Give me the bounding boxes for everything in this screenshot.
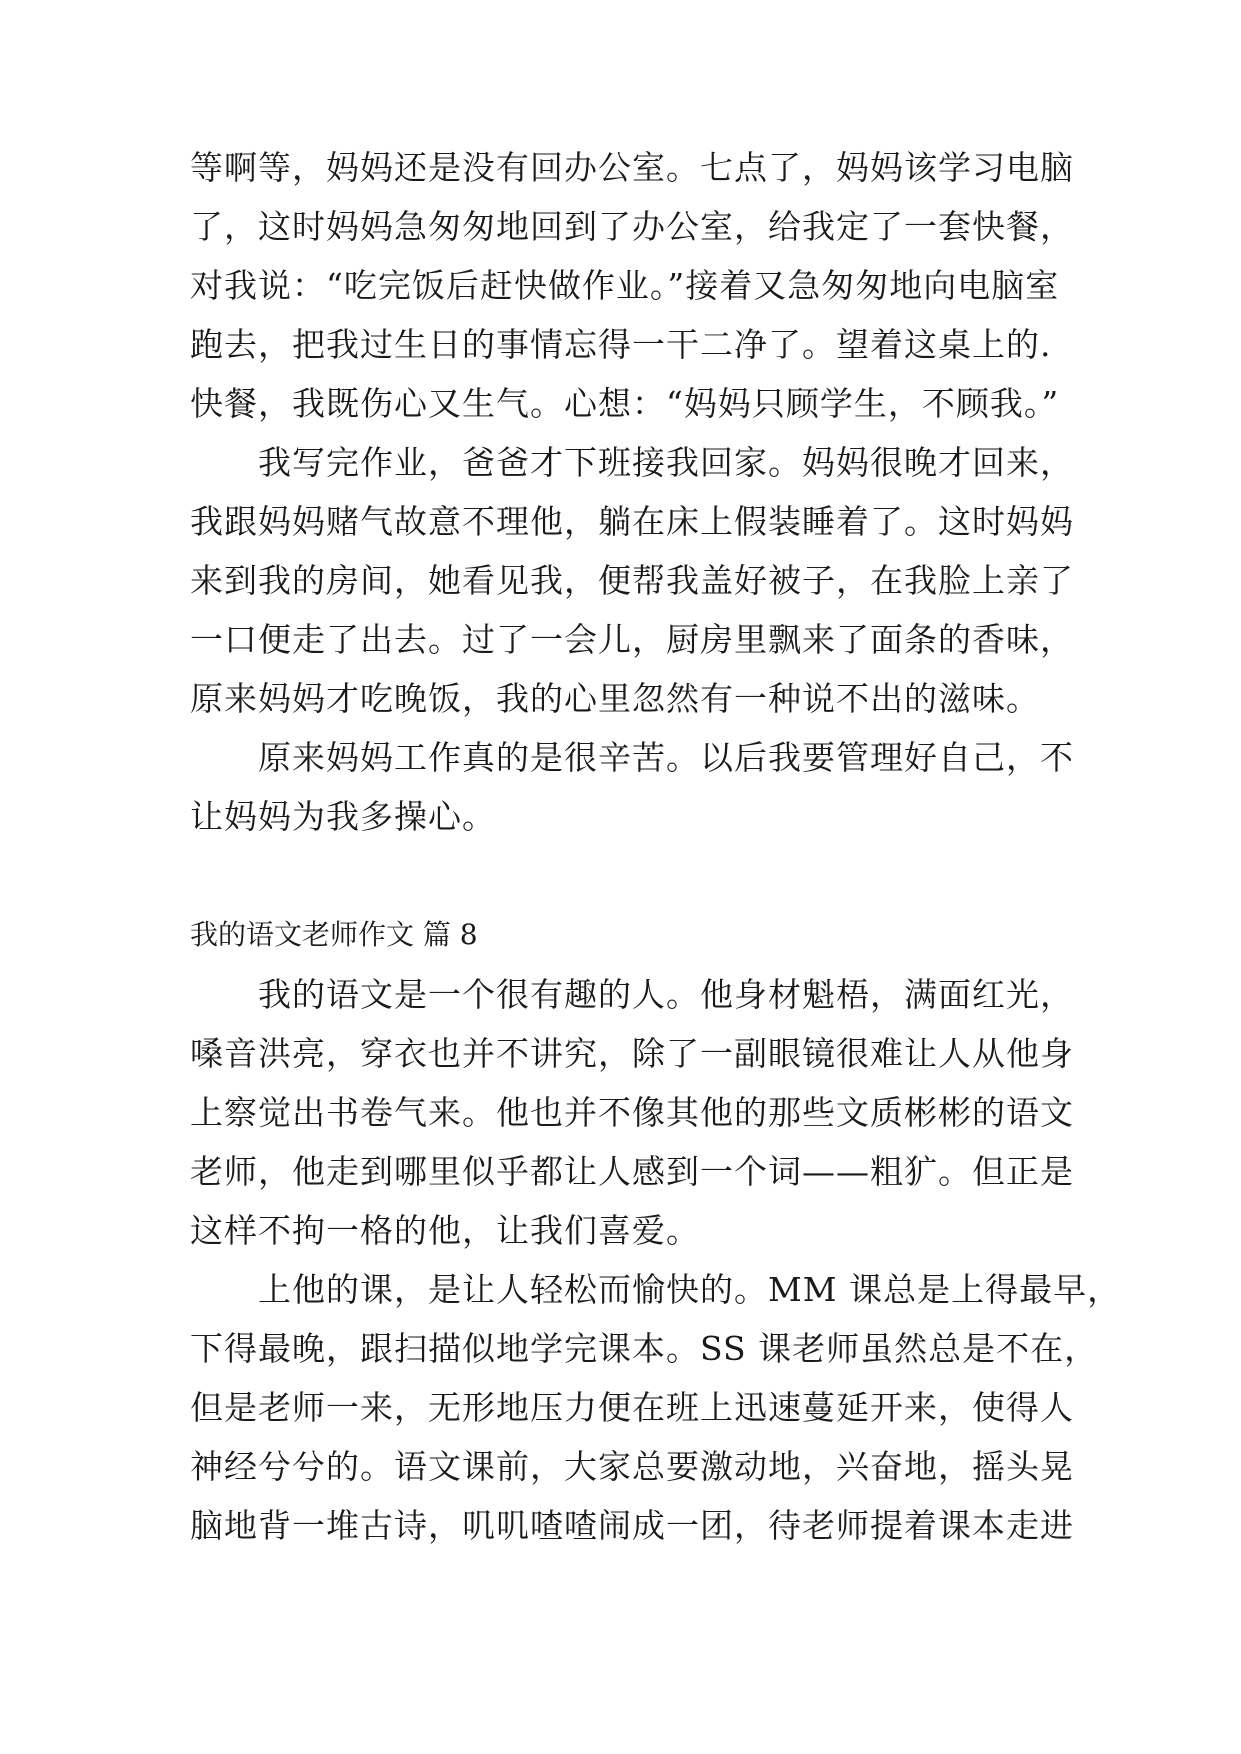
text-line: 等啊等，妈妈还是没有回办公室。七点了，妈妈该学习电脑 bbox=[190, 148, 1074, 187]
paragraph-start-line: 我写完作业，爸爸才下班接我回家。妈妈很晚才回来， bbox=[258, 443, 1074, 482]
text-line: 神经兮兮的。语文课前，大家总要激动地，兴奋地，摇头晃 bbox=[190, 1447, 1074, 1486]
text-line: 来到我的房间，她看见我，便帮我盖好被子，在我脸上亲了 bbox=[190, 561, 1074, 600]
text-line: 但是老师一来，无形地压力便在班上迅速蔓延开来，使得人 bbox=[190, 1388, 1074, 1427]
text-line: 下得最晚，跟扫描似地学完课本。SS 课老师虽然总是不在， bbox=[190, 1329, 1099, 1368]
paragraph-start-line: 我的语文是一个很有趣的人。他身材魁梧，满面红光， bbox=[258, 975, 1074, 1014]
paragraph-start-line: 原来妈妈工作真的是很辛苦。以后我要管理好自己，不 bbox=[258, 738, 1074, 777]
text-line: 原来妈妈才吃晚饭，我的心里忽然有一种说不出的滋味。 bbox=[190, 679, 1040, 718]
text-line: 老师，他走到哪里似乎都让人感到一个词——粗犷。但正是 bbox=[190, 1152, 1074, 1191]
text-line: 让妈妈为我多操心。 bbox=[190, 797, 496, 836]
text-line: 跑去，把我过生日的事情忘得一干二净了。望着这桌上的. bbox=[190, 325, 1052, 364]
text-line: 快餐，我既伤心又生气。心想：“妈妈只顾学生，不顾我。” bbox=[190, 384, 1060, 423]
text-line: 一口便走了出去。过了一会儿，厨房里飘来了面条的香味， bbox=[190, 620, 1074, 659]
section-title: 我的语文老师作文 篇 8 bbox=[190, 918, 478, 951]
text-line: 这样不拘一格的他，让我们喜爱。 bbox=[190, 1211, 700, 1250]
text-line: 上察觉出书卷气来。他也并不像其他的那些文质彬彬的语文 bbox=[190, 1093, 1074, 1132]
paragraph-start-line: 上他的课，是让人轻松而愉快的。MM 课总是上得最早， bbox=[258, 1270, 1122, 1309]
text-line: 我跟妈妈赌气故意不理他，躺在床上假装睡着了。这时妈妈 bbox=[190, 502, 1074, 541]
text-line: 嗓音洪亮，穿衣也并不讲究，除了一副眼镜很难让人从他身 bbox=[190, 1034, 1074, 1073]
text-line: 了，这时妈妈急匆匆地回到了办公室，给我定了一套快餐， bbox=[190, 207, 1074, 246]
text-line: 脑地背一堆古诗，叽叽喳喳闹成一团，待老师提着课本走进 bbox=[190, 1506, 1074, 1545]
text-line: 对我说：“吃完饭后赶快做作业。”接着又急匆匆地向电脑室 bbox=[190, 266, 1060, 305]
